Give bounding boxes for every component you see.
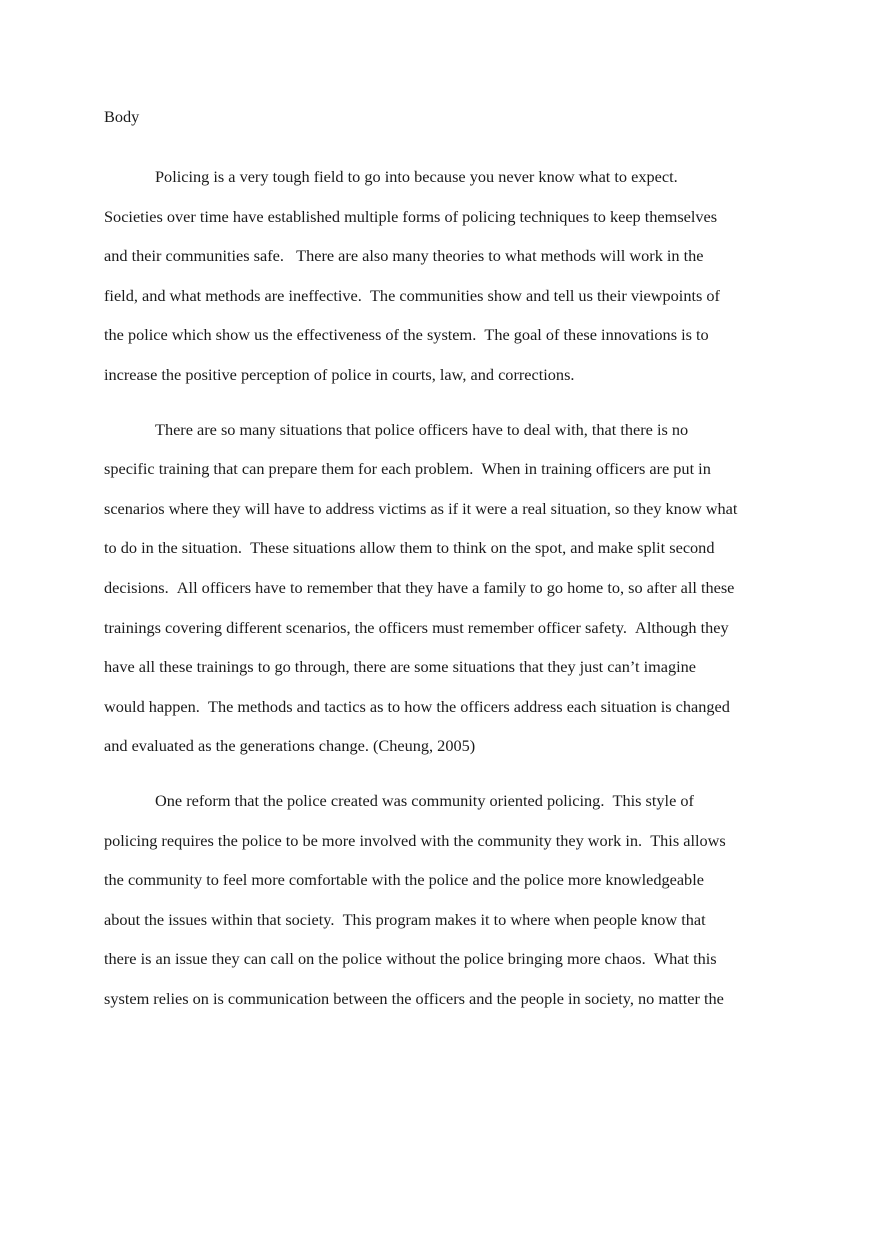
text-line: have all these trainings to go through, there are some situations that they just can’t imagine [104, 657, 697, 677]
section-heading: Body [104, 107, 140, 126]
text-line: to do in the situation. These situations allow them to think on the spot, and make split second [104, 538, 715, 558]
paragraph-2 [104, 410, 779, 766]
text-line: about the issues within that society. This program makes it to where when people know that [104, 909, 706, 929]
document-body [104, 104, 779, 1018]
text-line: policing requires the police to be more involved with the community they work in. This allows [104, 830, 726, 850]
text-line: scenarios where they will have to address victims as if it were a real situation, so they know what [104, 498, 738, 518]
text-line: the police which show us the effectiveness of the system. The goal of these innovations is to [104, 325, 709, 345]
text-line: increase the positive perception of police in courts, law, and corrections. [104, 364, 575, 384]
paragraph-3 [104, 781, 779, 1019]
text-line: decisions. All officers have to remember that they have a family to go home to, so after all these [104, 577, 735, 597]
text-line: system relies on is communication between the officers and the people in society, no matter the [104, 988, 724, 1008]
text-line: field, and what methods are ineffective. The communities show and tell us their viewpoints of [104, 285, 720, 305]
text-line: and their communities safe. There are also many theories to what methods will work in the [104, 246, 704, 266]
text-line: would happen. The methods and tactics as to how the officers address each situation is changed [104, 696, 730, 716]
text-line: there is an issue they can call on the police without the police bringing more chaos. What this [104, 949, 717, 969]
text-line: There are so many situations that police officers have to deal with, that there is no [155, 419, 689, 439]
text-line: Policing is a very tough field to go into because you never know what to expect. [155, 167, 678, 186]
paragraph-1 [104, 157, 779, 395]
text-line: Societies over time have established multiple forms of policing techniques to keep themselves [104, 206, 718, 226]
text-line: specific training that can prepare them for each problem. When in training officers are put in [104, 459, 711, 479]
text-line: trainings covering different scenarios, the officers must remember officer safety. Although they [104, 617, 729, 637]
text-line: and evaluated as the generations change. (Cheung, 2005) [104, 736, 476, 756]
text-line: One reform that the police created was community oriented policing. This style of [155, 790, 694, 810]
text-line: the community to feel more comfortable with the police and the police more knowledgeable [104, 870, 704, 890]
